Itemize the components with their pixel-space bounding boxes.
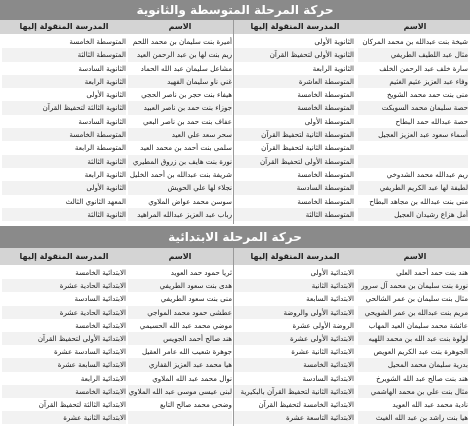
- school-name: المتوسطة الثانية لتحفيظ القرآن: [234, 128, 354, 141]
- teacher-name: وفاء عبد العزيز عثيم الغثيم: [358, 75, 468, 88]
- teacher-name: ثريا حمود حمد العويد: [170, 268, 232, 277]
- teacher-name: هند صالح أحمد الجويس: [128, 332, 232, 345]
- teacher-name: حصة عبدالله حمد البطاح: [395, 116, 468, 126]
- secondary-right-schools: [234, 35, 354, 223]
- secondary-left-schools: [2, 35, 126, 223]
- school-name: الابتدائية السابعة: [306, 294, 354, 304]
- teacher-name: جوهرة شعيب الله عامر العقيل: [142, 347, 232, 357]
- teacher-name: نوال محمد عبد الله الملاوي: [152, 373, 232, 383]
- section-title-primary: حركة المرحلة الابتدائية: [0, 226, 470, 248]
- teacher-name: لبنى عيسى موسى عبد الله الملاوي: [128, 385, 232, 398]
- teacher-name: عفاف بنت حمد بن ناصر البعي: [143, 116, 232, 126]
- teacher-name: جوزاء بنت حمد بن ناصر العبيد: [128, 101, 232, 114]
- teacher-name: هيا بنت راشد بن عبد الله الغيث: [358, 411, 468, 424]
- teacher-name: ريم بنت لها بن عبد الرحمن العيد: [128, 48, 232, 61]
- column-divider: [233, 20, 234, 224]
- teacher-name: مثال عبد اللطيف الطريفي: [358, 48, 468, 61]
- school-name: الابتدائية الخامسة: [75, 268, 126, 277]
- school-name: الابتدائية الرابعة: [80, 373, 126, 383]
- school-name: الثانوية الرابعة: [312, 63, 354, 73]
- school-name: الابتدائية الأولى: [310, 268, 354, 277]
- teacher-name: نورة بنت هايف بن زروق المطيري: [128, 155, 232, 168]
- header-school-right: المدرسة المنقولة إليها: [250, 252, 340, 261]
- teacher-name: موضي محمد عبد الله الحسيمي: [139, 320, 232, 330]
- school-name: الثانوية السادسة: [78, 63, 126, 73]
- teacher-name: أميرة بنت سليمان بن محمد اللحم: [132, 37, 232, 46]
- teacher-name: سارة خلف عبد الرحمن الخلف: [379, 63, 468, 73]
- secondary-right-names: [358, 35, 468, 223]
- school-name: المتوسطة الثانية لتحفيظ القرآن: [261, 143, 354, 153]
- school-name: الابتدائية الخامسة لتحفيظ القرآن: [258, 399, 354, 409]
- section-title-secondary: حركة المرحلة المتوسطة والثانوية: [0, 0, 470, 20]
- teacher-name: منى بنت سعود الطريفي: [160, 294, 232, 304]
- school-name: الابتدائية السادسة: [302, 373, 354, 383]
- school-name: الثانوية الأولى لتحفيظ القرآن: [234, 48, 354, 61]
- header-school-right: المدرسة المنقولة إليها: [250, 22, 340, 31]
- teacher-name: هدى بنت سعود الطريفي: [128, 279, 232, 292]
- school-name: المتوسطة الخامسة: [297, 90, 354, 100]
- school-name: المتوسطة الخامسة: [297, 169, 354, 179]
- header-school-left: المدرسة المنقولة إليها: [19, 22, 109, 31]
- school-name: الابتدائية التاسعة عشرة: [234, 411, 354, 424]
- table-header-secondary: [0, 20, 470, 34]
- school-name: الابتدائية الخامسة: [234, 358, 354, 371]
- school-name: المتوسطة الخامسة: [2, 128, 126, 141]
- teacher-name: [128, 411, 232, 424]
- teacher-name: عطشى حمود محمد المواجي: [128, 306, 232, 319]
- teacher-name: أمل هزاع رشيدان العجيل: [358, 208, 468, 221]
- school-name: الثانوية الأولى: [2, 181, 126, 194]
- teacher-name: غني ناو سليمان الفهيد: [128, 75, 232, 88]
- school-name: الثانوية الثالثة لتحفيظ القرآن: [2, 101, 126, 114]
- teacher-name: شيخة بنت عبدالله بن محمد المركان: [362, 37, 468, 46]
- primary-left-schools: [2, 266, 126, 426]
- primary-right-names: [358, 266, 468, 426]
- school-name: الابتدائية الثالثة لتحفيظ القرآن: [38, 399, 126, 409]
- school-name: الابتدائية السادسة: [74, 294, 126, 304]
- teacher-name: أسماء سعود عبد العزيز العجيل: [358, 128, 468, 141]
- column-divider: [233, 248, 234, 426]
- school-name: الابتدائية السابعة عشرة: [2, 358, 126, 371]
- school-name: الابتدائية الثانية عشرة: [2, 411, 126, 424]
- school-name: المتوسطة الأولى: [304, 116, 354, 126]
- school-name: الثانوية الرابعة: [2, 75, 126, 88]
- school-name: الابتدائية السادسة عشرة: [54, 347, 126, 357]
- teacher-name: منى بنت حمد محمد الشويخ: [386, 90, 468, 100]
- teacher-name: وضحى محمد صالح التابع: [159, 399, 232, 409]
- teacher-name: مريم بنت عبدالله بن عمر الشويحي: [358, 306, 468, 319]
- school-name: الثانوية الأولى: [314, 37, 354, 46]
- school-name: المتوسطة السادسة: [234, 181, 354, 194]
- school-name: الثانوية الثالثة: [2, 208, 126, 221]
- teacher-name: حصة سليمان محمد السويكت: [358, 101, 468, 114]
- school-name: الابتدائية الأولى والروضة: [234, 306, 354, 319]
- school-name: المتوسطة الخامسة: [234, 101, 354, 114]
- teacher-name: شريفة بنت عبدالله بن أحمد الخليل: [129, 169, 232, 179]
- school-name: المتوسطة الخامسة: [69, 37, 126, 46]
- school-name: الثانوية السادسة: [78, 116, 126, 126]
- table-header-primary: [0, 248, 470, 265]
- school-name: المتوسطة الرابعة: [74, 143, 126, 153]
- teacher-name: عائشة محمد سليمان العيد المهاب: [368, 320, 468, 330]
- school-name: الابتدائية الثانية: [234, 279, 354, 292]
- teacher-name: بدرية سليمان محمد المحيل: [358, 358, 468, 371]
- primary-left-names: [128, 266, 232, 426]
- school-name: الابتدائية الخامسة: [2, 385, 126, 398]
- header-name-right: الاسم: [403, 252, 427, 261]
- teacher-name: ريم عبدالله محمد الشدوخي: [386, 169, 468, 179]
- school-name: الابتدائية الحادية عشرة: [2, 279, 126, 292]
- teacher-name: هيا محمد عبد العزيز القفاري: [128, 358, 232, 371]
- school-name: الابتدائية الخامسة: [75, 320, 126, 330]
- school-name: المتوسطة الخامسة: [297, 196, 354, 206]
- school-name: المتوسطة العاشرة: [234, 75, 354, 88]
- teacher-name: مثال بنت علي بن محمد الهاشمي: [358, 385, 468, 398]
- header-school-left: المدرسة المنقولة إليها: [19, 252, 109, 261]
- teacher-name: هيفاء بنت حجر بن ناصر الحجي: [141, 90, 232, 100]
- teacher-name: نادية محمد عبد الله العويد: [392, 399, 468, 409]
- teacher-name: منى بنت عبدالله بن مجاهد البطاح: [369, 196, 468, 206]
- teacher-name: مثال بنت سليمان بن عمر الشالحي: [365, 294, 468, 304]
- school-name: الثانوية الرابعة: [84, 169, 126, 179]
- teacher-name: رباب عبد العزيز عبدالله المراهيد: [128, 208, 232, 221]
- teacher-name: نورة بنت سليمان بن محمد آل سرور: [358, 279, 468, 292]
- school-name: الابتدائية الأولى عشرة: [234, 332, 354, 345]
- school-name: الابتدائية الحادية عشرة: [2, 306, 126, 319]
- school-name: الابتدائية الأولى لتحفيظ القرآن: [2, 332, 126, 345]
- teacher-name: مشاعل سليمان عبد الله الحماد: [140, 63, 232, 73]
- school-name: الثانوية الثالثة: [2, 155, 126, 168]
- teacher-name: هند بنت صالح عبد الله الشويرخ: [376, 373, 468, 383]
- teacher-name: سحر سعد علي العيد: [128, 128, 232, 141]
- school-name: المتوسطة الثالثة: [2, 48, 126, 61]
- school-name: الابتدائية الثانية لتحفيظ القرآن بالبكيرية: [234, 385, 354, 398]
- teacher-name: سوسن محمد عواض الملاوي: [148, 196, 232, 206]
- school-name: الروضة الأولى عشرة: [292, 320, 354, 330]
- header-name-right: الاسم: [403, 22, 427, 31]
- header-name-left: الاسم: [168, 22, 192, 31]
- teacher-name: [358, 155, 468, 168]
- school-name: المتوسطة الثالثة: [234, 208, 354, 221]
- school-name: المتوسطة الأولى لتحفيظ القرآن: [234, 155, 354, 168]
- header-name-left: الاسم: [168, 252, 192, 261]
- school-name: الثانوية الأولى: [86, 90, 126, 100]
- teacher-name: لطيفة لها عبد الكريم الطريفي: [358, 181, 468, 194]
- teacher-name: الجوهرة بنت عبد الكريم العويص: [373, 347, 468, 357]
- teacher-name: هند بنت حمد أحمد العلي: [396, 268, 468, 277]
- teacher-name: نجلاء لها علي الحويش: [128, 181, 232, 194]
- primary-right-schools: [234, 266, 354, 426]
- teacher-name: [358, 141, 468, 154]
- teacher-name: سلمى بنت أحمد بن محمد العيد: [140, 143, 232, 153]
- secondary-left-names: [128, 35, 232, 223]
- school-name: الابتدائية الثانية عشرة: [291, 347, 354, 357]
- school-name: المعهد الثانوي الثالث: [65, 196, 126, 206]
- teacher-name: لولوة بنت عبد الله بن محمد اللهيه: [358, 332, 468, 345]
